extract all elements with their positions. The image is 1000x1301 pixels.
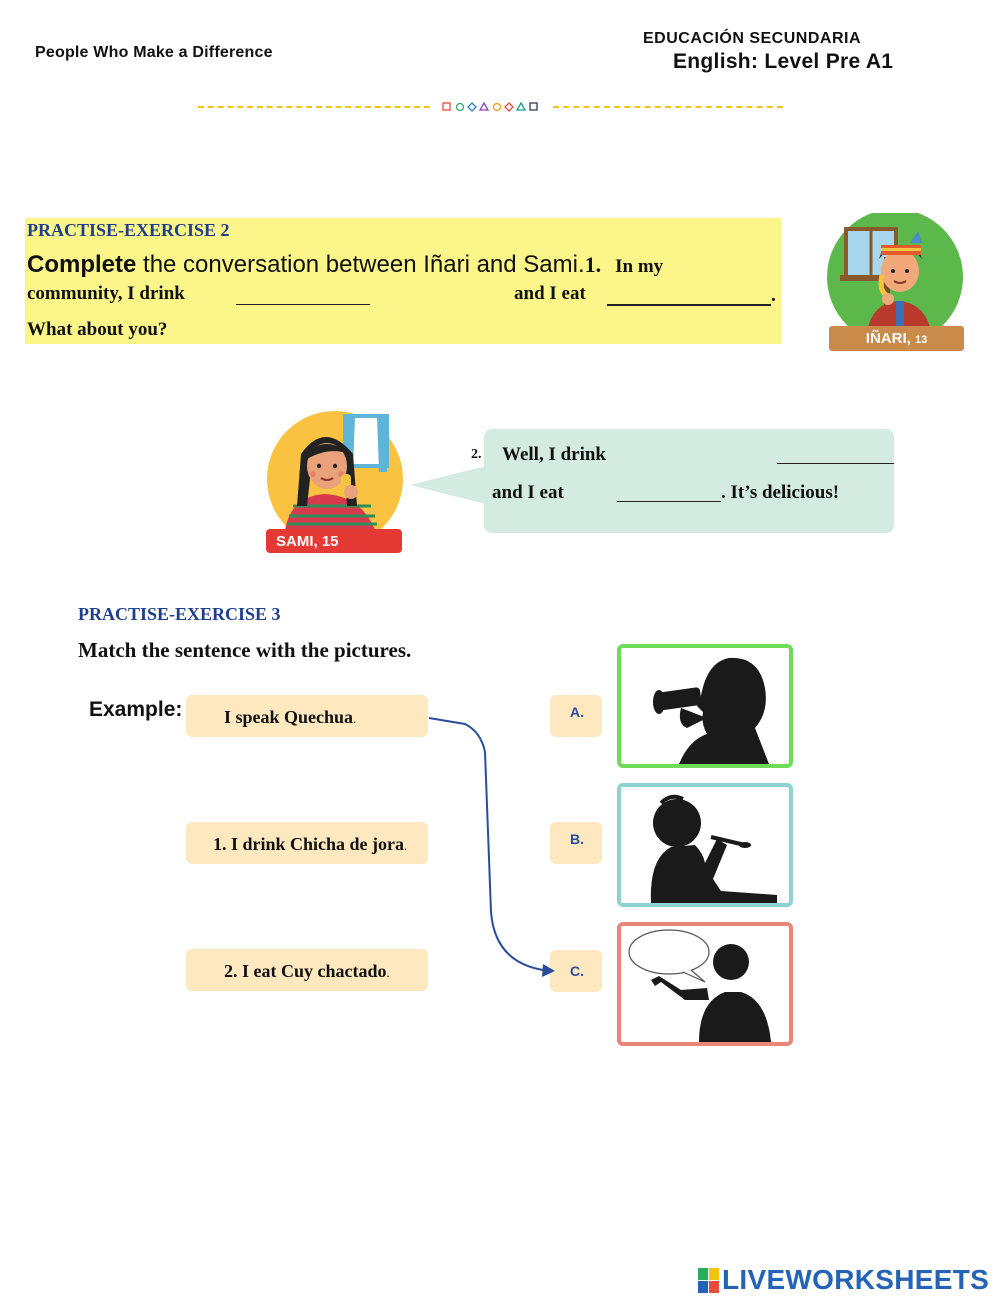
liveworksheets-logo-icon: [698, 1268, 720, 1294]
example-label: Example:: [89, 698, 183, 721]
inari-age: 13: [914, 334, 928, 346]
item2-eat-text: and I eat: [492, 482, 564, 503]
speech-bubble-tail: [410, 465, 490, 505]
match-target-c[interactable]: C.: [550, 950, 602, 992]
example-match-line: [425, 712, 565, 982]
picture-c: [617, 922, 793, 1046]
sentence-text: I speak Quechua: [224, 707, 354, 727]
item1-start: In my: [615, 256, 664, 277]
eat-blank-input[interactable]: [607, 304, 771, 306]
item1-period: .: [771, 285, 776, 306]
instruction-text: the conversation between Iñari and Sami.: [136, 251, 585, 278]
person-speaking-silhouette-icon: [621, 926, 789, 1042]
sami-drink-blank-input[interactable]: [777, 463, 894, 464]
divider-right: [553, 106, 783, 108]
sami-name-badge: SAMI, 15: [266, 529, 402, 553]
sentence-period: .: [386, 965, 390, 980]
item1-eat-text: and I eat: [514, 283, 586, 304]
exercise2-title: PRACTISE-EXERCISE 2: [27, 220, 230, 240]
sami-eat-blank-input[interactable]: [617, 501, 721, 502]
drink-blank-input[interactable]: [236, 304, 370, 305]
item1-number: 1.: [584, 252, 602, 277]
picture-b: [617, 783, 793, 907]
sentence-period: .: [404, 838, 408, 853]
exercise2-instruction: [27, 251, 663, 279]
item2-number: 2.: [471, 447, 482, 462]
item1-question: What about you?: [27, 319, 168, 340]
inari-name-badge: [829, 326, 964, 351]
sentence-period: .: [353, 711, 357, 726]
sentence-text: 1. I drink Chicha de jora: [213, 834, 405, 854]
worksheet-title: People Who Make a Difference: [35, 44, 273, 61]
match-target-b[interactable]: B.: [550, 822, 602, 864]
english-level: English: Level Pre A1: [673, 50, 894, 73]
exercise3-title: PRACTISE-EXERCISE 3: [78, 604, 281, 624]
sentence-text: 2. I eat Cuy chactado: [224, 961, 387, 981]
sentence-item-1[interactable]: [186, 822, 428, 864]
instruction-keyword: Match: [78, 638, 137, 662]
item1-drink-text: community, I drink: [27, 283, 185, 304]
instruction-keyword: Complete: [27, 251, 137, 278]
person-drinking-silhouette-icon: [621, 648, 789, 764]
instruction-text: the sentence with the pictures.: [136, 638, 412, 662]
match-target-a[interactable]: A.: [550, 695, 602, 737]
inari-avatar: [826, 213, 966, 338]
exercise3-instruction: [78, 638, 411, 663]
sentence-item-2[interactable]: [186, 949, 428, 991]
liveworksheets-brand: LIVEWORKSHEETS: [722, 1264, 990, 1295]
divider-shapes-icon: [441, 100, 545, 114]
picture-a: [617, 644, 793, 768]
school-level: EDUCACIÓN SECUNDARIA: [643, 30, 862, 47]
inari-name: IÑARI,: [865, 330, 911, 347]
sami-avatar: [265, 410, 405, 530]
item2-drink-text: Well, I drink: [502, 444, 606, 465]
divider-left: [198, 106, 430, 108]
person-eating-silhouette-icon: [621, 787, 789, 903]
item2-ending: . It’s delicious!: [721, 482, 840, 503]
sentence-example-item[interactable]: [186, 695, 428, 737]
